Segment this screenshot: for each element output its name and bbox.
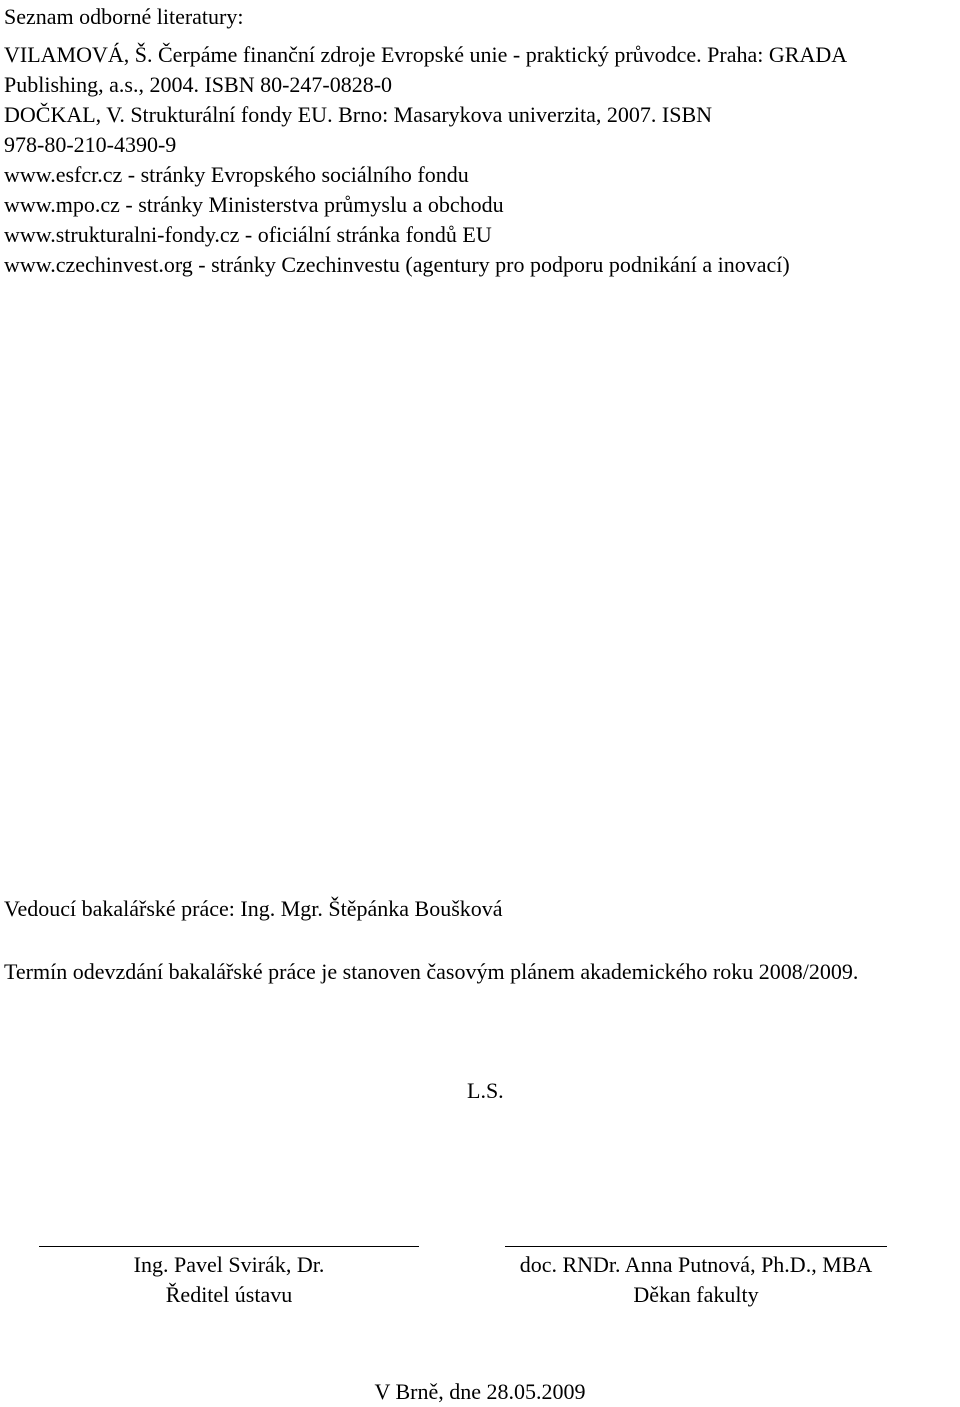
literature-heading: Seznam odborné literatury:	[4, 4, 244, 29]
literature-line: Publishing, a.s., 2004. ISBN 80-247-0828-0	[4, 72, 393, 97]
left-signatory	[29, 1250, 429, 1310]
left-signature-line	[39, 1246, 419, 1247]
literature-line: www.czechinvest.org - stránky Czechinvestu (agentury pro podporu podnikání a inovací)	[4, 252, 790, 277]
right-signatory-name: doc. RNDr. Anna Putnová, Ph.D., MBA	[519, 1252, 873, 1277]
seal-mark: L.S.	[467, 1078, 504, 1103]
left-signatory-name: Ing. Pavel Svirák, Dr.	[133, 1252, 325, 1277]
supervisor-line: Vedoucí bakalářské práce: Ing. Mgr. Štěpánka Boušková	[4, 896, 503, 921]
left-signatory-role: Ředitel ústavu	[165, 1282, 293, 1307]
literature-section	[4, 2, 847, 280]
right-signature-line	[505, 1246, 887, 1247]
right-signatory	[476, 1250, 916, 1310]
literature-line: www.mpo.cz - stránky Ministerstva průmyslu a obchodu	[4, 192, 504, 217]
literature-line: DOČKAL, V. Strukturální fondy EU. Brno: Masarykova univerzita, 2007. ISBN	[4, 102, 713, 127]
literature-line: www.esfcr.cz - stránky Evropského sociálního fondu	[4, 162, 469, 187]
deadline-line: Termín odevzdání bakalářské práce je stanoven časovým plánem akademického roku 2008/2009.	[4, 959, 859, 984]
right-signatory-role: Děkan fakulty	[633, 1282, 759, 1307]
literature-line: 978-80-210-4390-9	[4, 132, 177, 157]
literature-line: www.strukturalni-fondy.cz - oficiální stránka fondů EU	[4, 222, 492, 247]
literature-line: VILAMOVÁ, Š. Čerpáme finanční zdroje Evropské unie - praktický průvodce. Praha: GRADA	[4, 42, 848, 67]
place-date: V Brně, dne 28.05.2009	[374, 1379, 586, 1404]
